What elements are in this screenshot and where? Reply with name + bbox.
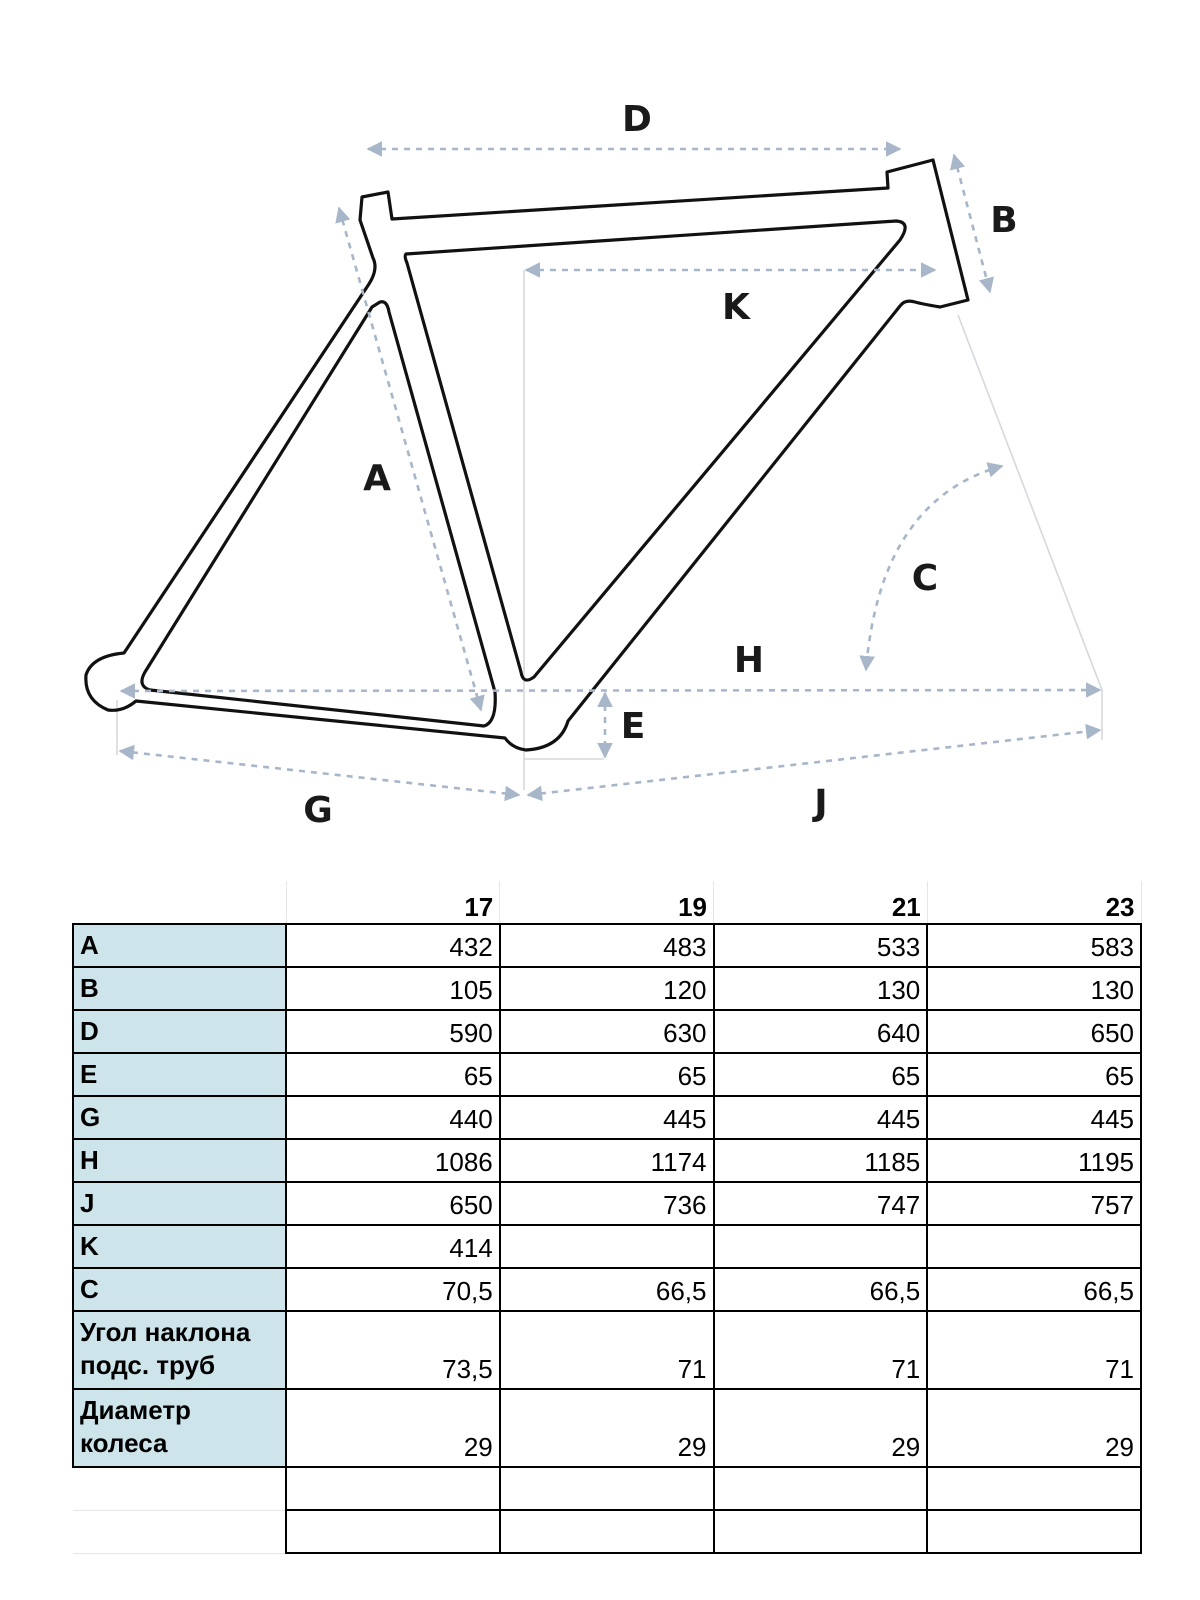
column-header-size: 19	[500, 881, 714, 924]
value-cell: 71	[927, 1311, 1141, 1389]
label-H: H	[733, 640, 765, 681]
row-label: Диаметр колеса	[73, 1389, 286, 1467]
table-row	[73, 1096, 1141, 1139]
table-row	[73, 1311, 1141, 1389]
guide-lines	[117, 270, 1102, 790]
value-cell: 640	[714, 1010, 928, 1053]
value-cell: 1086	[286, 1139, 500, 1182]
table-row	[73, 924, 1141, 967]
value-cell: 65	[927, 1053, 1141, 1096]
value-cell: 445	[714, 1096, 928, 1139]
table-row	[73, 1139, 1141, 1182]
value-cell: 736	[500, 1182, 714, 1225]
value-cell	[927, 1225, 1141, 1268]
value-cell: 29	[714, 1389, 928, 1467]
value-cell: 1174	[500, 1139, 714, 1182]
empty-cell	[286, 1467, 500, 1510]
empty-cell	[500, 1467, 714, 1510]
value-cell: 130	[714, 967, 928, 1010]
table-row	[73, 1389, 1141, 1467]
row-label: A	[73, 924, 286, 967]
table-header-row	[73, 881, 1141, 924]
empty-cell	[927, 1510, 1141, 1553]
label-J: J	[814, 783, 828, 824]
row-label: K	[73, 1225, 286, 1268]
column-header-size: 17	[286, 881, 500, 924]
label-B: B	[990, 200, 1018, 241]
value-cell: 29	[500, 1389, 714, 1467]
value-cell: 130	[927, 967, 1141, 1010]
empty-cell	[73, 1510, 286, 1553]
geometry-table	[72, 881, 1142, 1554]
value-cell: 445	[500, 1096, 714, 1139]
value-cell: 65	[286, 1053, 500, 1096]
table-row	[73, 1010, 1141, 1053]
table-row	[73, 1225, 1141, 1268]
label-A: A	[363, 458, 391, 499]
table-body	[73, 881, 1141, 1553]
row-label: H	[73, 1139, 286, 1182]
value-cell: 65	[500, 1053, 714, 1096]
value-cell: 73,5	[286, 1311, 500, 1389]
column-header-size: 21	[714, 881, 928, 924]
value-cell	[714, 1225, 928, 1268]
row-label: Угол наклона подс. труб	[73, 1311, 286, 1389]
empty-row	[73, 1510, 1141, 1553]
value-cell: 71	[500, 1311, 714, 1389]
empty-cell	[714, 1467, 928, 1510]
label-C: C	[911, 558, 939, 599]
value-cell: 432	[286, 924, 500, 967]
row-label: C	[73, 1268, 286, 1311]
value-cell: 483	[500, 924, 714, 967]
dim-line-G	[120, 751, 519, 795]
row-label: J	[73, 1182, 286, 1225]
row-label: E	[73, 1053, 286, 1096]
value-cell: 414	[286, 1225, 500, 1268]
value-cell: 66,5	[927, 1268, 1141, 1311]
value-cell: 757	[927, 1182, 1141, 1225]
row-label: B	[73, 967, 286, 1010]
value-cell: 120	[500, 967, 714, 1010]
row-label: G	[73, 1096, 286, 1139]
table-row	[73, 1182, 1141, 1225]
value-cell: 29	[927, 1389, 1141, 1467]
empty-cell	[286, 1510, 500, 1553]
empty-cell	[73, 1467, 286, 1510]
table-row	[73, 967, 1141, 1010]
table-row	[73, 1268, 1141, 1311]
label-K: K	[722, 287, 750, 328]
label-E: E	[620, 706, 646, 747]
value-cell: 71	[714, 1311, 928, 1389]
value-cell: 590	[286, 1010, 500, 1053]
value-cell: 105	[286, 967, 500, 1010]
empty-cell	[927, 1467, 1141, 1510]
label-G: G	[303, 790, 333, 831]
empty-row	[73, 1467, 1141, 1510]
value-cell: 65	[714, 1053, 928, 1096]
value-cell: 630	[500, 1010, 714, 1053]
bicycle-frame	[86, 160, 968, 750]
dim-line-A	[339, 208, 481, 710]
value-cell: 533	[714, 924, 928, 967]
value-cell: 650	[286, 1182, 500, 1225]
label-D: D	[622, 99, 652, 140]
empty-cell	[500, 1510, 714, 1553]
value-cell: 440	[286, 1096, 500, 1139]
header-corner-cell	[73, 881, 286, 924]
value-cell: 1195	[927, 1139, 1141, 1182]
value-cell: 66,5	[500, 1268, 714, 1311]
value-cell: 583	[927, 924, 1141, 967]
value-cell: 445	[927, 1096, 1141, 1139]
row-label: D	[73, 1010, 286, 1053]
column-header-size: 23	[927, 881, 1141, 924]
value-cell: 1185	[714, 1139, 928, 1182]
table-row	[73, 1053, 1141, 1096]
value-cell: 747	[714, 1182, 928, 1225]
empty-cell	[714, 1510, 928, 1553]
value-cell: 70,5	[286, 1268, 500, 1311]
value-cell: 650	[927, 1010, 1141, 1053]
value-cell: 66,5	[714, 1268, 928, 1311]
dim-line-H	[121, 690, 1100, 691]
value-cell	[500, 1225, 714, 1268]
value-cell: 29	[286, 1389, 500, 1467]
